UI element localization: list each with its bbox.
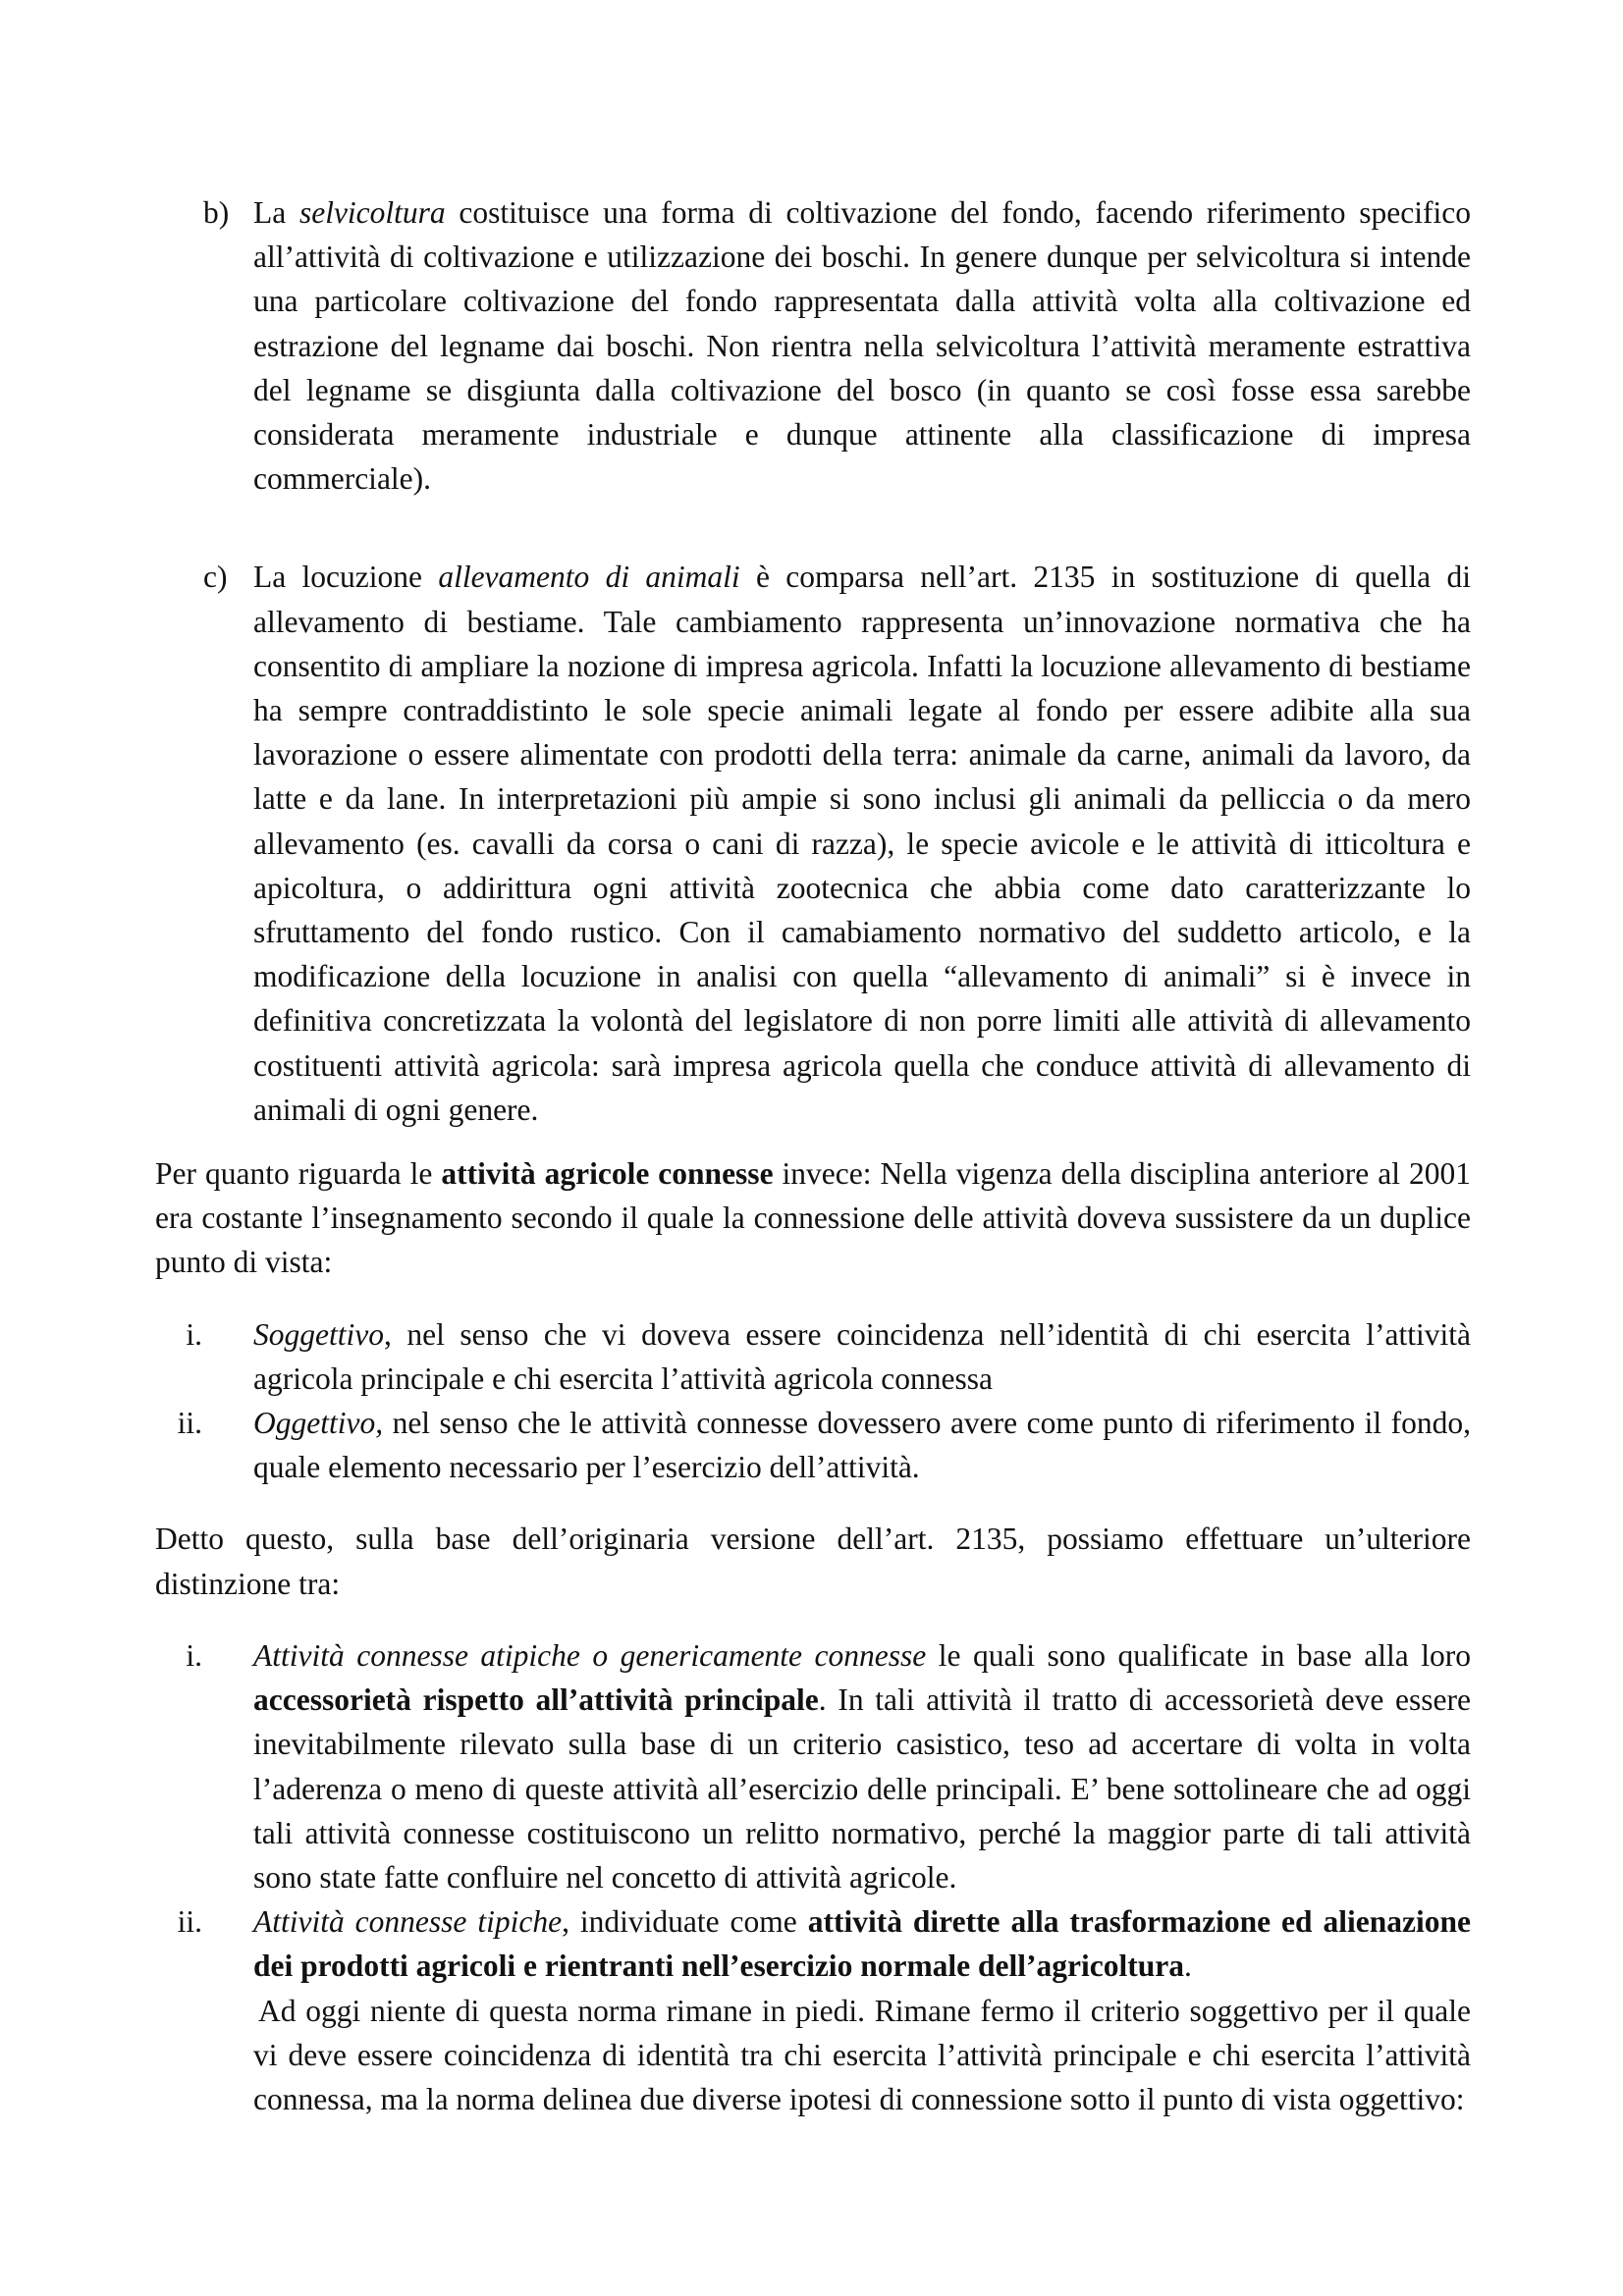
list-item-oggettivo [155, 1401, 1471, 1489]
text-run: le quali sono qualificate in base alla loro [926, 1637, 1472, 1673]
italic-run: Attività connesse atipiche o genericamente connesse [253, 1637, 927, 1673]
italic-run: Attività connesse tipiche [253, 1904, 563, 1940]
list-marker: i. [186, 1316, 202, 1352]
list-marker: i. [186, 1637, 202, 1673]
list-marker: ii. [177, 1904, 202, 1940]
list-marker: b) [203, 195, 230, 230]
paragraph-attivita-connesse [155, 1151, 1471, 1285]
list-item-c [155, 555, 1471, 1132]
text-run: . [1183, 1949, 1192, 1984]
list-item-text [253, 1899, 1471, 2121]
list-item-text [253, 555, 1471, 1132]
list-item-continuation: Ad oggi niente di questa norma rimane in piedi. Rimane fermo il criterio soggettivo per il quale vi deve essere coincidenza di identità tra chi esercita l’attività principale e chi esercita l’attività connessa, ma la norma delinea due diverse ipotesi di connessione sotto il punto di vista oggettivo: [253, 1993, 1471, 2116]
list-item-b [155, 190, 1471, 501]
text-run: , individuate come [562, 1904, 808, 1940]
text-run: La [253, 195, 299, 230]
list-item-paragraph [253, 1312, 1471, 1401]
list-item-text [253, 190, 1471, 501]
text-run: invece: Nella vigenza della disciplina anteriore al 2001 era costante l’insegnamento secondo il quale la connessione delle attività doveva sussistere da un duplice punto di vista: [155, 1156, 1471, 1280]
list-item-text [253, 1312, 1471, 1401]
list-item-text [253, 1401, 1471, 1489]
list-item-paragraph [253, 1401, 1471, 1489]
document-body [155, 190, 1471, 2121]
italic-run: Soggettivo [253, 1316, 384, 1352]
list-item-atipiche [155, 1633, 1471, 1899]
list-item-paragraph [253, 1633, 1471, 1899]
list-marker: c) [203, 560, 228, 595]
paragraph-allevamento [253, 555, 1471, 1132]
text-run: La locuzione [253, 560, 439, 595]
text-run: Detto questo, sulla base dell’originaria versione dell’art. 2135, possiamo effettuare un’ulteriore distinzione tra: [155, 1522, 1471, 1601]
italic-run: Oggettivo, [253, 1406, 384, 1441]
bold-run: attività agricole connesse [441, 1156, 774, 1192]
list-item-text [253, 1633, 1471, 1899]
bold-run: accessorietà rispetto all’attività principale [253, 1682, 819, 1718]
paragraph-distinzione [155, 1517, 1471, 1605]
list-marker: ii. [177, 1406, 202, 1441]
text-run: costituisce una forma di coltivazione del fondo, facendo riferimento specifico all’attività di coltivazione e utilizzazione dei boschi. In genere dunque per selvicoltura si intende una particolare coltivazione del fondo rappresentata dalla attività volta alla coltivazione ed estrazione del legname dai boschi. Non rientra nella selvicoltura l’attività meramente estrattiva del legname se disgiunta dalla coltivazione del bosco (in quanto se così fosse essa sarebbe considerata meramente industriale e dunque attinente alla classificazione di impresa commerciale). [253, 195, 1471, 497]
paragraph-selvicoltura [253, 190, 1471, 501]
italic-run: selvicoltura [298, 195, 446, 230]
text-run: è comparsa nell’art. 2135 in sostituzione di quella di allevamento di bestiame. Tale cambiamento rappresenta un’innovazione normativa che ha consentito di ampliare la nozione di impresa agricola. Infatti la locuzione allevamento di bestiame ha sempre contraddistinto le sole specie animali legate al fondo per essere adibite alla sua lavorazione o essere alimentate con prodotti della terra: animale da carne, animali da lavoro, da latte e da lane. In interpretazioni più ampie si sono inclusi gli animali da pelliccia o da mero allevamento (es. cavalli da corsa o cani di razza), le specie avicole e le attività di itticoltura e apicoltura, o addirittura ogni attività zootecnica che abbia come dato caratterizzante lo sfruttamento del fondo rustico. Con il camabiamento normativo del suddetto articolo, e la modificazione della locuzione in analisi con quella “allevamento di animali” si è invece in definitiva concretizzata la volontà del legislatore di non porre limiti alle attività di allevamento costituenti attività agricola: sarà impresa agricola quella che conduce attività di allevamento di animali di ogni genere. [253, 560, 1471, 1127]
bold-run: attività dirette alla trasformazione ed alienazione dei prodotti agricoli e rientranti nell’esercizio normale dell’agricoltura [253, 1904, 1471, 1984]
text-run: nel senso che le attività connesse dovessero avere come punto di riferimento il fondo, quale elemento necessario per l’esercizio dell’attività. [253, 1406, 1471, 1485]
italic-run: allevamento di animali [438, 560, 740, 595]
list-item-soggettivo [155, 1312, 1471, 1401]
text-run: . In tali attività il tratto di accessorietà deve essere inevitabilmente rilevato sulla base di un criterio casistico, teso ad accertare di volta in volta l’aderenza o meno di queste attività all’esercizio delle principali. E’ bene sottolineare che ad oggi tali attività connesse costituiscono un relitto normativo, perché la maggior parte di tali attività sono state fatte confluire nel concetto di attività agricole. [253, 1682, 1472, 1895]
list-item-tipiche [155, 1899, 1471, 2121]
text-run: Per quanto riguarda le [155, 1156, 442, 1192]
list-item-paragraph [253, 1899, 1471, 1988]
text-run: , nel senso che vi doveva essere coincidenza nell’identità di chi esercita l’attività agricola principale e chi esercita l’attività agricola connessa [253, 1316, 1471, 1396]
